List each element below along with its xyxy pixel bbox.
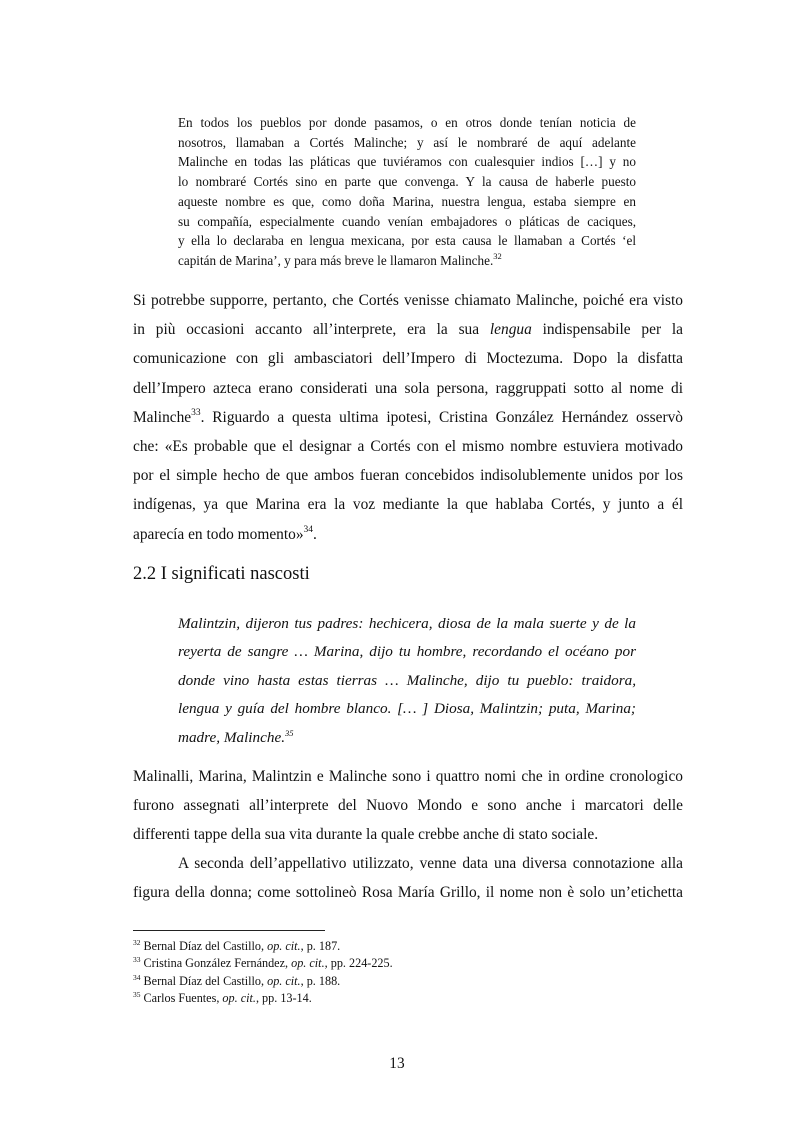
footnote-author: Bernal Díaz del Castillo,	[143, 939, 268, 953]
footnote-pages: , pp. 13-14.	[255, 990, 312, 1005]
paragraph-line	[133, 403, 683, 432]
footnote-ref: 33	[191, 407, 201, 418]
paragraph-line: furono assegnati all’interprete del Nuovo Mondo e sono anche i marcatori delle	[133, 797, 683, 815]
italic-term: lengua	[489, 321, 532, 339]
paragraph-line	[133, 315, 683, 344]
footnote-work: op. cit.	[267, 973, 301, 988]
text-run: .	[313, 525, 317, 543]
paragraph-line	[133, 520, 683, 549]
block-quote-diaz	[178, 113, 636, 271]
footnote-number: 33	[133, 955, 141, 965]
text-run: in più occasioni accanto all’interprete, era la sua	[133, 321, 490, 339]
quote-text: madre, Malinche.	[178, 728, 285, 746]
quote-line: lo nombraré Cortés sino en parte que convenga. Y la causa de haberle puesto	[178, 174, 636, 190]
paragraph-line: por el simple hecho de que ambos fueran concebidos indisolublemente unidos por los	[133, 467, 683, 485]
quote-text: capitán de Marina’, y para más breve le llamaron Malinche.	[178, 252, 494, 268]
footnote-ref: 35	[285, 727, 294, 738]
footnote-pages: , p. 187.	[300, 939, 341, 953]
text-run: aparecía en todo momento»	[133, 525, 304, 543]
quote-line	[178, 251, 636, 271]
footnote-work: op. cit.,	[291, 956, 328, 971]
quote-line: lengua y guía del hombre blanco. [… ] Diosa, Malintzin; puta, Marina;	[178, 700, 636, 718]
quote-line: En todos los pueblos por donde pasamos, o en otros donde tenían noticia de	[178, 115, 636, 130]
paragraph-cortes-malinche	[133, 286, 683, 549]
paragraph-line: A seconda dell’appellativo utilizzato, venne data una diversa connotazione alla	[178, 855, 683, 872]
paragraph-line: comunicazione con gli ambasciatori dell’Impero di Moctezuma. Dopo la disfatta	[133, 350, 683, 368]
footnote-author: Carlos Fuentes,	[143, 990, 223, 1005]
footnote-number: 34	[133, 972, 141, 982]
footnote	[133, 973, 393, 990]
footnote-author: Cristina González Fernández,	[143, 956, 292, 971]
paragraph-line: indígenas, ya que Marina era la voz mediante la que hablaba Cortés, y junto a él	[133, 496, 683, 514]
footnote-ref: 32	[493, 250, 502, 261]
footnote-separator	[133, 930, 325, 931]
quote-line: Malinche en todas las pláticas que tuviéramos con cualesquier indios […] y no	[178, 154, 636, 170]
paragraph-line: dell’Impero azteca erano considerati una sola persona, raggruppati sotto al nome di	[133, 379, 683, 397]
footnote-number: 32	[133, 938, 141, 947]
text-run: Malinche	[133, 408, 192, 426]
footnote-author: Bernal Díaz del Castillo,	[143, 973, 268, 988]
quote-line	[178, 724, 636, 752]
quote-line: su compañía, especialmente cuando venían embajadores o pláticas de caciques,	[178, 213, 636, 229]
text-run: . Riguardo a questa ultima ipotesi, Cristina González Hernández osservò	[200, 408, 683, 426]
block-quote-fuentes	[178, 610, 636, 752]
quote-line: reyerta de sangre … Marina, dijo tu hombre, recordando el océano por	[178, 643, 636, 661]
footnote	[133, 938, 393, 955]
footnote-pages: , p. 188.	[300, 973, 341, 988]
quote-line: aqueste nombre es que, como doña Marina, nuestra lengua, estaba siempre en	[178, 193, 636, 209]
footnote-work: op. cit.	[222, 990, 256, 1005]
paragraph-appellativo	[133, 849, 683, 907]
footnote-work: op. cit.	[267, 939, 301, 953]
paragraph-line: che: «Es probable que el designar a Cortés con el mismo nombre estuviera motivado	[133, 438, 683, 456]
quote-line: Malintzin, dijeron tus padres: hechicera, diosa de la mala suerte y de la	[178, 615, 636, 632]
page-number: 13	[389, 1055, 405, 1072]
paragraph-four-names	[133, 762, 683, 850]
footnotes	[133, 938, 393, 1007]
paragraph-line: differenti tappe della sua vita durante la quale crebbe anche di stato sociale.	[133, 826, 599, 844]
paragraph-line: figura della donna; come sottolineò Rosa María Grillo, il nome non è solo un’etichetta	[133, 884, 683, 902]
paragraph-line: Malinalli, Marina, Malintzin e Malinche sono i quattro nomi che in ordine cronologico	[133, 768, 683, 785]
quote-line: nosotros, llamaban a Cortés Malinche; y así le nombraré de aquí adelante	[178, 134, 636, 150]
footnote-pages: pp. 224-225.	[327, 956, 393, 971]
text-run: indispensabile per la	[531, 321, 683, 339]
section-heading: 2.2 I significati nascosti	[133, 564, 310, 584]
footnote	[133, 955, 393, 972]
footnote-ref: 34	[303, 524, 314, 535]
quote-line: y ella lo declaraba en lengua mexicana, por esta causa le llamaban a Cortés ‘el	[178, 233, 636, 249]
footnote	[133, 990, 393, 1007]
paragraph-line: Si potrebbe supporre, pertanto, che Cortés venisse chiamato Malinche, poiché era visto	[133, 292, 683, 309]
footnote-number: 35	[133, 989, 141, 999]
quote-line: donde vino hasta estas tierras … Malinche, dijo tu pueblo: traidora,	[178, 671, 636, 689]
